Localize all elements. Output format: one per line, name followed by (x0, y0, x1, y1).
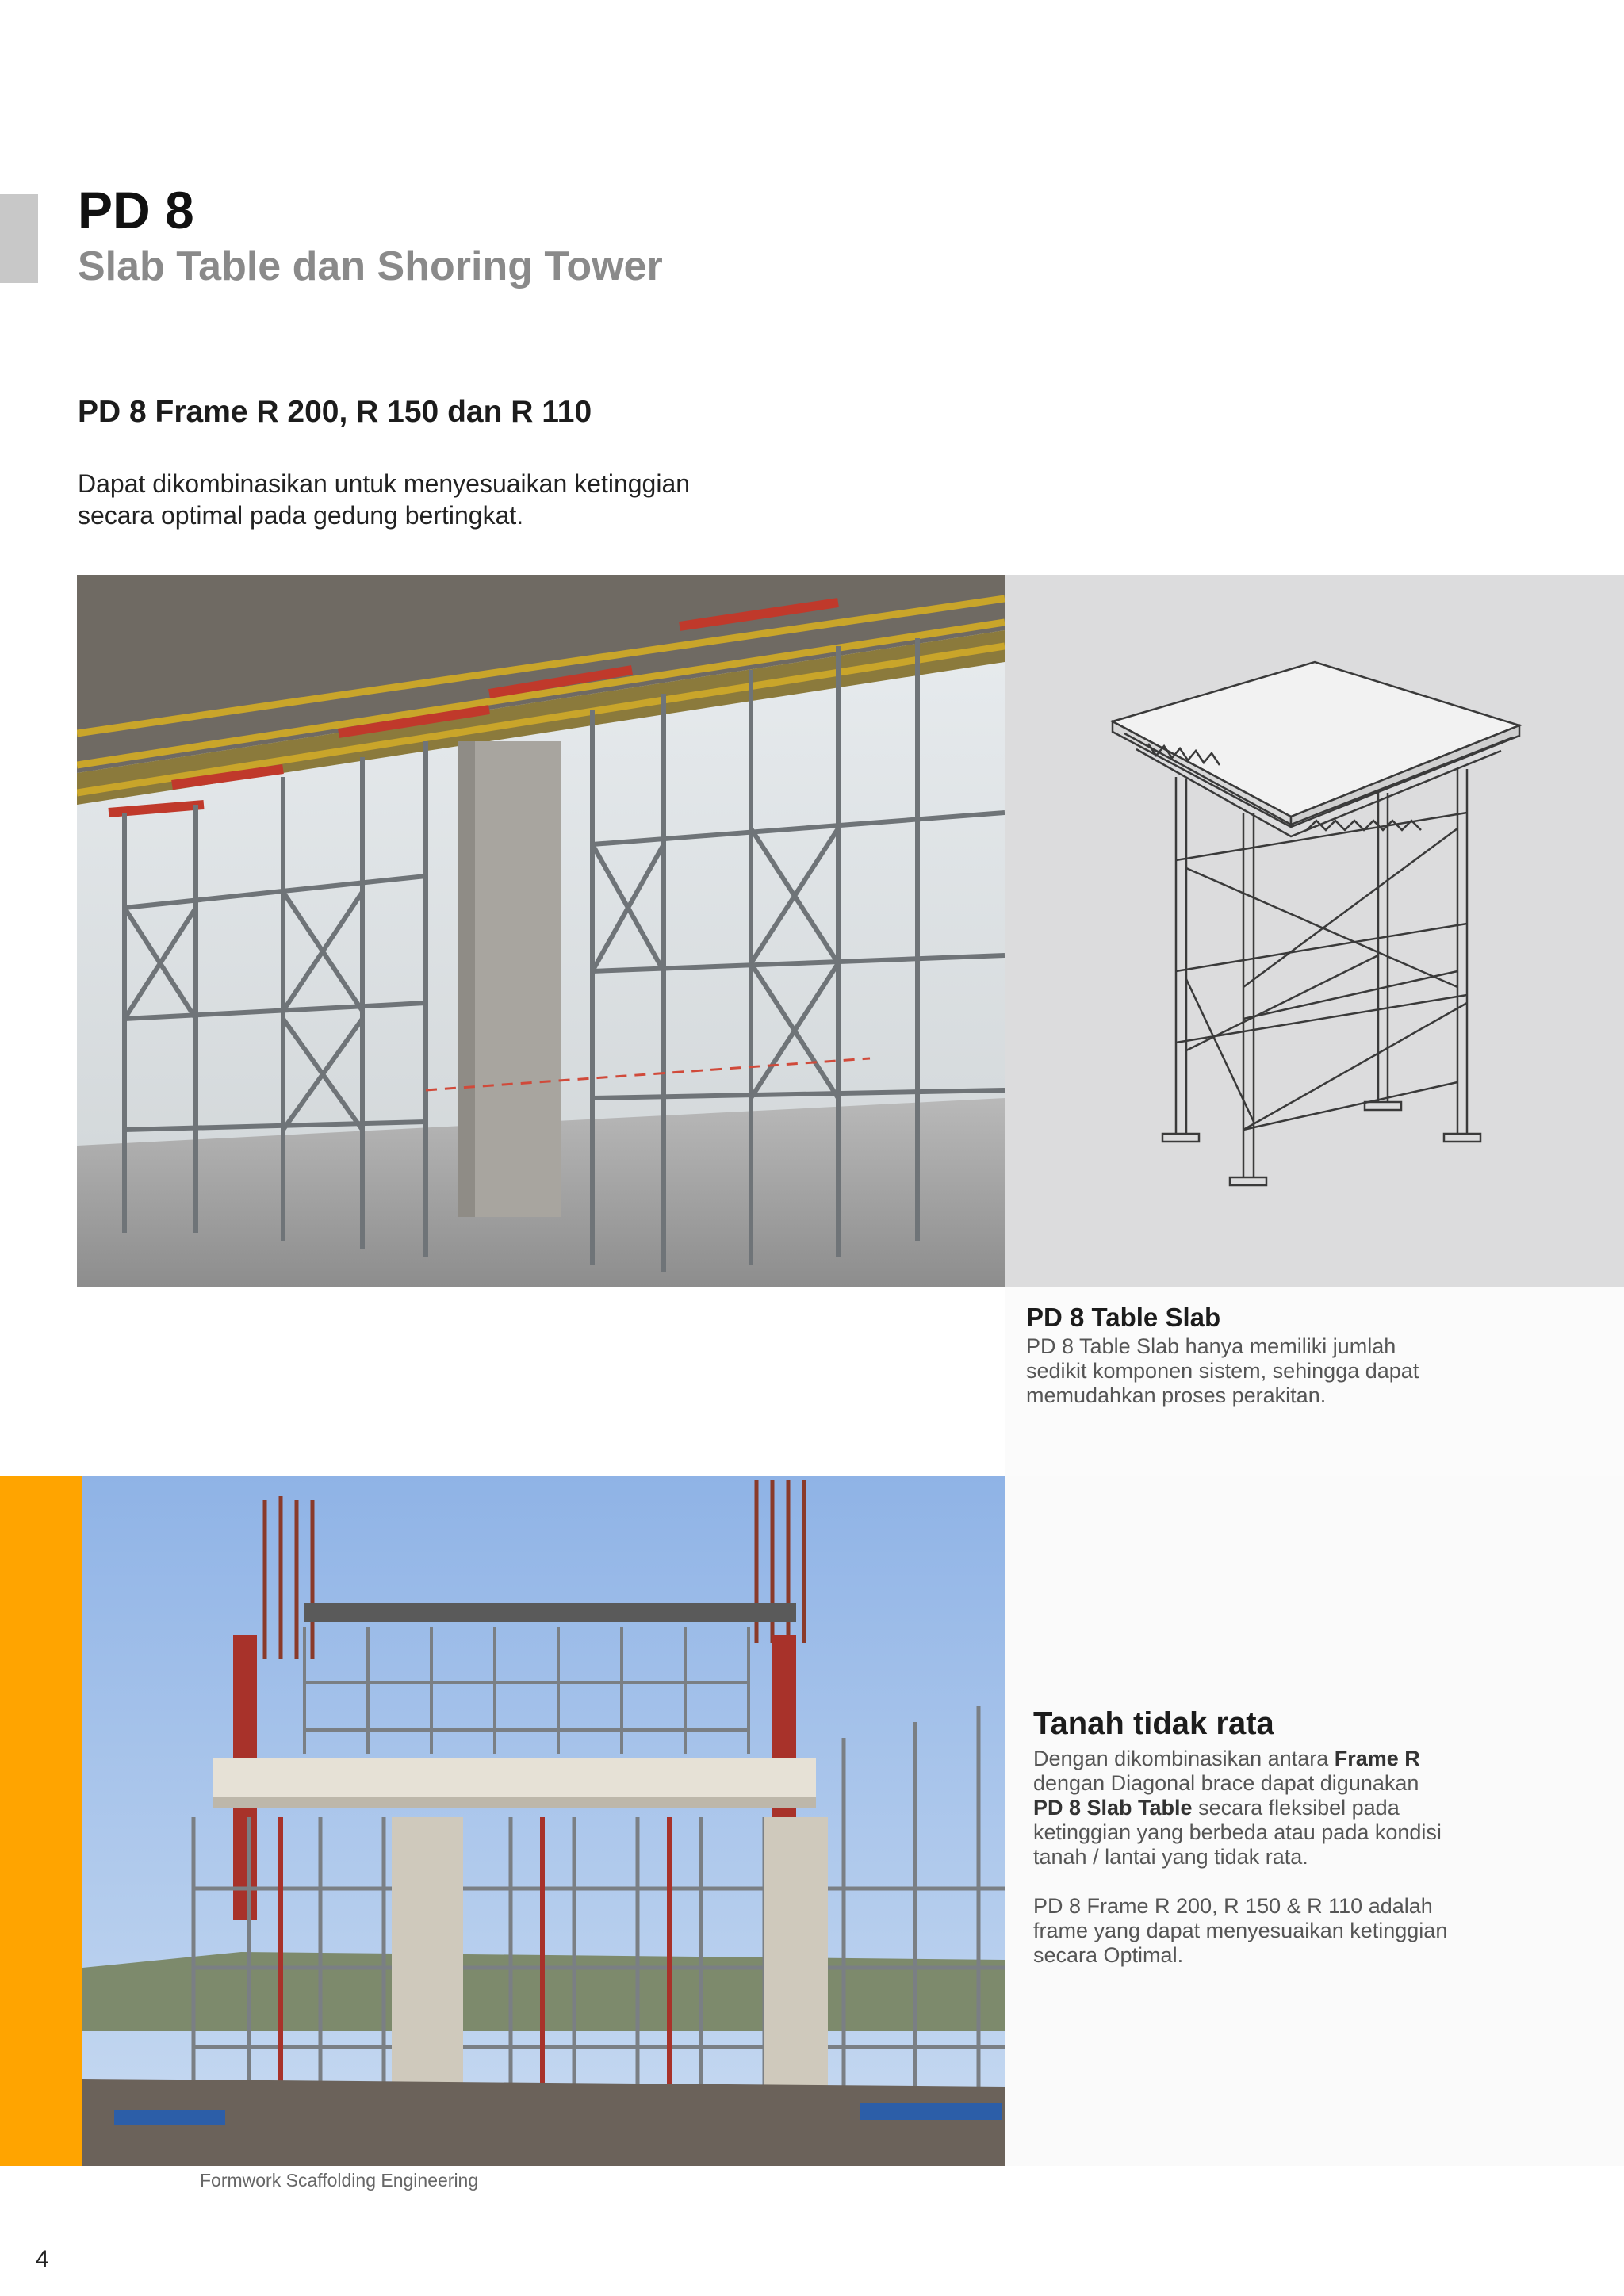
table-slab-line-2: sedikit komponen sistem, sehingga dapat (1026, 1359, 1419, 1383)
uneven-p1-frame-r: Frame R (1334, 1747, 1420, 1770)
uneven-p1-slab-table: PD 8 Slab Table (1033, 1796, 1193, 1820)
uneven-ground-paragraph-1 (1033, 1747, 1477, 1869)
page-subtitle: Slab Table dan Shoring Tower (78, 243, 663, 289)
table-slab-line-1: PD 8 Table Slab hanya memiliki jumlah (1026, 1334, 1396, 1358)
uneven-p1-g: tanah / lantai yang tidak rata. (1033, 1845, 1308, 1869)
intro-paragraph (78, 468, 791, 531)
construction-site-photo (82, 1476, 1005, 2166)
page-number: 4 (36, 2246, 49, 2272)
table-slab-diagram (1005, 575, 1624, 1287)
uneven-p2-line-2: frame yang dapat menyesuaikan ketinggian (1033, 1919, 1448, 1942)
uneven-ground-title: Tanah tidak rata (1033, 1706, 1274, 1741)
table-slab-line-3: memudahkan proses perakitan. (1026, 1383, 1327, 1407)
shoring-tower-photo (77, 575, 1005, 1287)
table-slab-description (1026, 1334, 1502, 1408)
intro-line-1: Dapat dikombinasikan untuk menyesuaikan ketinggian (78, 469, 691, 498)
footer-caption: Formwork Scaffolding Engineering (200, 2170, 479, 2191)
uneven-p2-line-3: secara Optimal. (1033, 1943, 1184, 1967)
uneven-p1-e: secara fleksibel pada (1192, 1796, 1400, 1820)
page-title: PD 8 (78, 181, 194, 239)
intro-line-2: secara optimal pada gedung bertingkat. (78, 501, 524, 530)
uneven-p1-a: Dengan dikombinasikan antara (1033, 1747, 1335, 1770)
uneven-p2-line-1: PD 8 Frame R 200, R 150 & R 110 adalah (1033, 1894, 1433, 1918)
uneven-p1-c: dengan Diagonal brace dapat digunakan (1033, 1771, 1419, 1795)
accent-orange-bar (0, 1476, 82, 2166)
section-heading-frame: PD 8 Frame R 200, R 150 dan R 110 (78, 395, 592, 429)
uneven-p1-f: ketinggian yang berbeda atau pada kondisi (1033, 1820, 1442, 1844)
header-gray-tab (0, 194, 38, 283)
uneven-ground-paragraph-2 (1033, 1894, 1477, 1968)
table-slab-title: PD 8 Table Slab (1026, 1303, 1221, 1332)
